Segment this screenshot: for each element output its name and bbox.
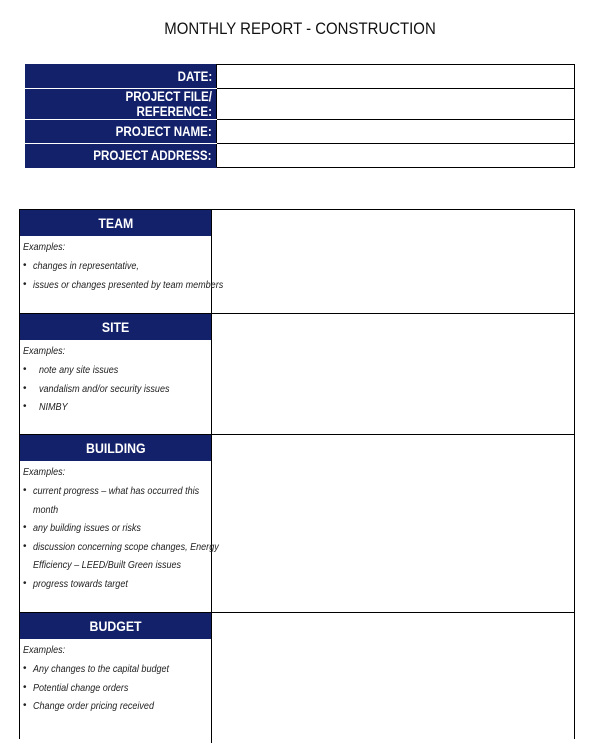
list-item-text: Efficiency – LEED/Built Green issues (33, 559, 182, 571)
list-item-text: Any changes to the capital budget (33, 663, 170, 675)
list-item-text: discussion concerning scope changes, Energy (33, 540, 219, 553)
list-item (23, 519, 211, 538)
examples-label: Examples: (23, 241, 66, 253)
section-budget-guide (20, 613, 212, 743)
site-notes-area[interactable] (212, 314, 574, 434)
project-file-reference-field[interactable] (217, 89, 575, 120)
info-row-project-file (26, 89, 575, 120)
section-building-guide (20, 435, 219, 612)
section-heading: SITE (20, 314, 211, 340)
examples-label: Examples: (23, 644, 66, 656)
section-team (20, 210, 574, 314)
list-item (23, 575, 211, 594)
list-item-text: current progress – what has occurred this (33, 485, 200, 497)
list-item-text: any building issues or risks (33, 522, 141, 534)
example-list (23, 482, 219, 593)
list-item-text: Potential change orders (33, 681, 129, 694)
section-budget (20, 613, 574, 743)
project-info-table (25, 64, 575, 168)
section-site (20, 314, 574, 435)
list-item-text: changes in representative, (33, 260, 139, 272)
section-heading: TEAM (20, 210, 211, 236)
list-item (23, 276, 224, 295)
section-team-guide (20, 210, 224, 313)
info-label: PROJECT NAME: (115, 124, 212, 139)
info-label: PROJECT FILE/ REFERENCE: (125, 89, 212, 119)
list-item-text: month (33, 503, 59, 516)
team-notes-area[interactable] (212, 210, 574, 313)
list-item (23, 697, 211, 716)
budget-notes-area[interactable] (212, 613, 574, 743)
list-item-text: note any site issues (39, 364, 119, 376)
section-site-guide (20, 314, 212, 434)
list-item (23, 361, 211, 380)
list-item (23, 257, 211, 276)
section-heading: BUDGET (20, 613, 211, 639)
building-notes-area[interactable] (212, 435, 574, 612)
list-item-text: Change order pricing received (33, 700, 154, 712)
project-address-field[interactable] (217, 144, 575, 168)
example-list (23, 257, 224, 294)
section-heading: BUILDING (20, 435, 211, 461)
list-item (23, 398, 211, 417)
info-row-date (26, 65, 575, 89)
list-item (23, 660, 211, 679)
list-item (23, 380, 211, 399)
examples-label: Examples: (23, 345, 66, 357)
list-item (23, 482, 211, 519)
list-item (23, 679, 211, 698)
examples-label: Examples: (23, 466, 66, 478)
info-row-project-name (26, 120, 575, 144)
report-sections (19, 209, 575, 739)
project-name-field[interactable] (217, 120, 575, 144)
list-item-text: issues or changes presented by team members (33, 278, 224, 291)
list-item-text: NIMBY (39, 401, 68, 413)
info-row-project-address (26, 144, 575, 168)
info-label: DATE: (177, 69, 212, 84)
section-building (20, 435, 574, 613)
list-item-text: vandalism and/or security issues (39, 382, 170, 395)
list-item-text: progress towards target (33, 577, 128, 590)
page-title: MONTHLY REPORT - CONSTRUCTION (164, 19, 436, 38)
example-list (23, 361, 211, 417)
list-item (23, 538, 219, 575)
date-field[interactable] (217, 65, 575, 89)
example-list (23, 660, 211, 716)
info-label: PROJECT ADDRESS: (93, 148, 212, 163)
